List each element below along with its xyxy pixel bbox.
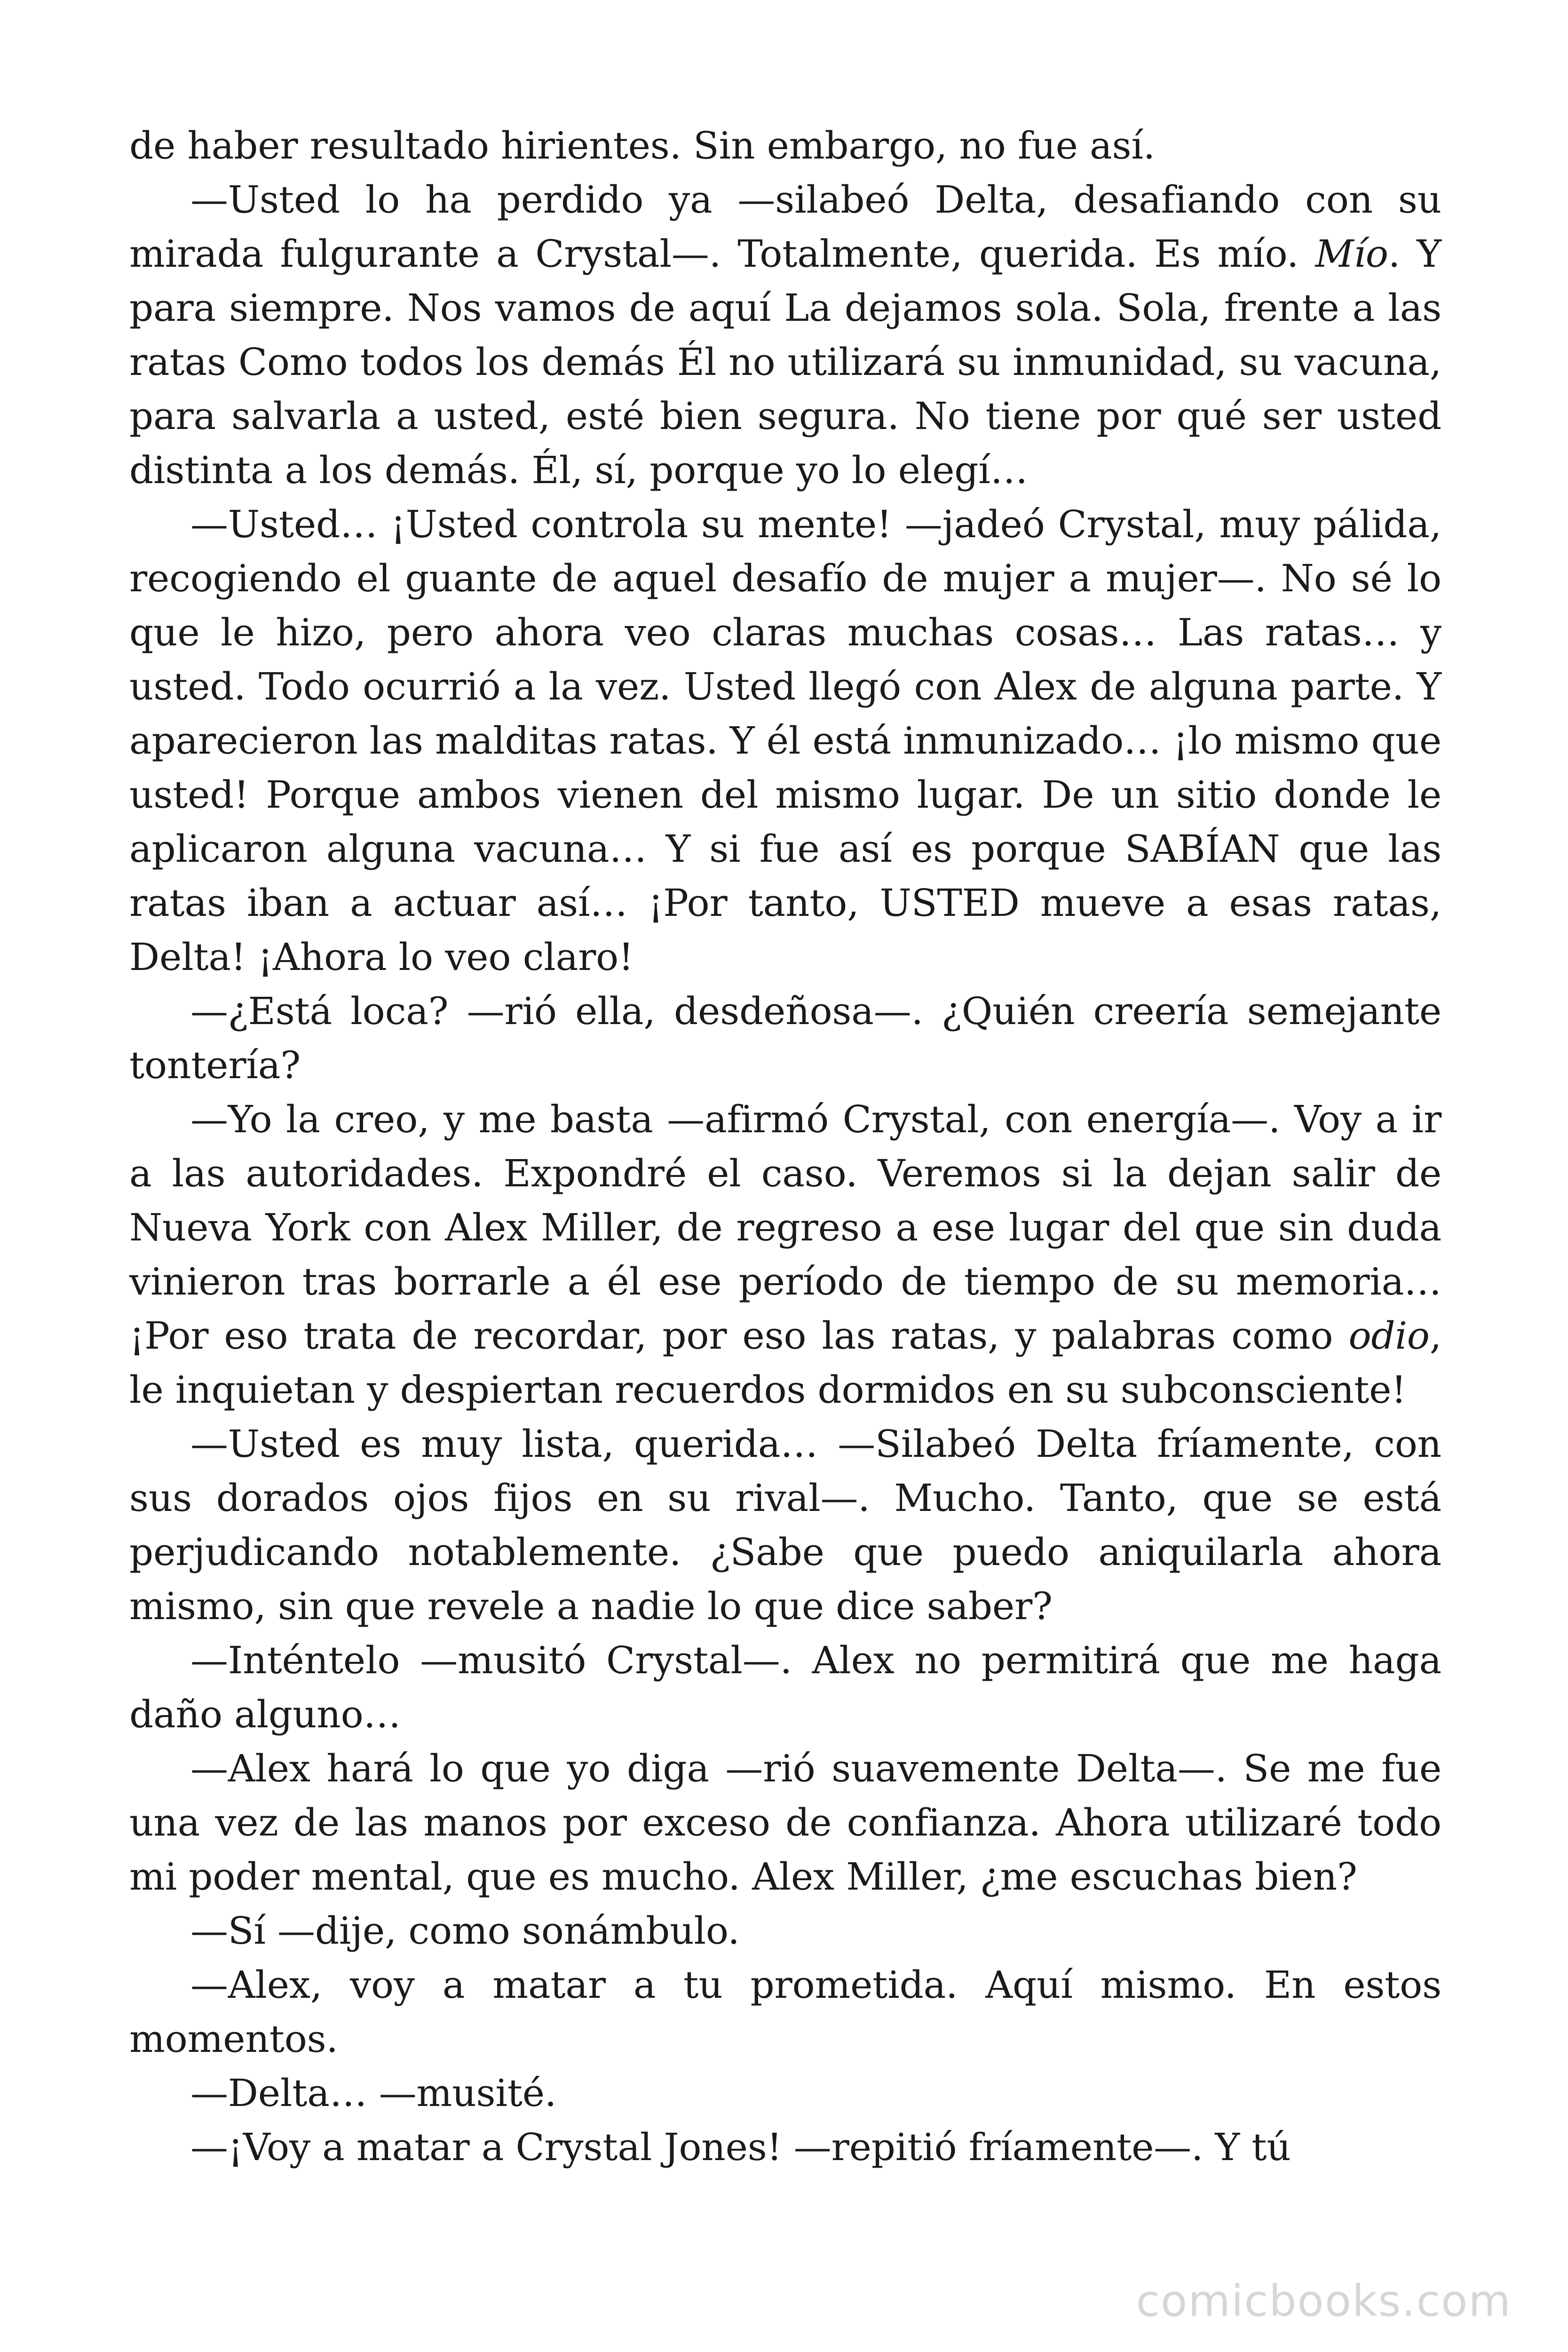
emphasis-text: Mío <box>1315 232 1388 276</box>
paragraph: —Alex, voy a matar a tu prometida. Aquí mismo. En estos momentos. <box>129 1963 1441 2061</box>
paragraph: —¿Está loca? —rió ella, desdeñosa—. ¿Quién creería semejante tontería? <box>129 989 1441 1087</box>
emphasis-text: odio <box>1348 1314 1430 1358</box>
paragraph: —Usted es muy lista, querida… —Silabeó Delta fríamente, con sus dorados ojos fijos en su rival—. Mucho. Tanto, que se está perjudicando notablemente. ¿Sabe que puedo aniquilarla ahora mismo, sin que revele a nadie lo que dice saber? <box>129 1422 1441 1628</box>
watermark-text: comicbooks.com <box>1136 2276 1512 2326</box>
paragraph: de haber resultado hirientes. Sin embargo, no fue así. <box>129 124 1155 167</box>
paragraph: —Delta… —musité. <box>190 2071 557 2115</box>
paragraph: —Usted… ¡Usted controla su mente! —jadeó Crystal, muy pálida, recogiendo el guante de aquel desafío de mujer a mujer—. No sé lo que le hizo, pero ahora veo claras muchas cosas… Las ratas… y usted. Todo ocurrió a la vez. Usted llegó con Alex de alguna parte. Y aparecieron las malditas ratas. Y él está inmunizado… ¡lo mismo que usted! Porque ambos vienen del mismo lugar. De un sitio donde le aplicaron alguna vacuna… Y si fue así es porque SABÍAN que las ratas iban a actuar así… ¡Por tanto, USTED mueve a esas ratas, Delta! ¡Ahora lo veo claro! <box>129 502 1441 979</box>
paragraph: —Yo la creo, y me basta —afirmó Crystal, con energía—. Voy a ir a las autoridades. Expondré el caso. Veremos si la dejan salir de Nueva York con Alex Miller, de regreso a ese lugar del que sin duda vinieron tras borrarle a él ese período de tiempo de su memoria… ¡Por eso trata de recordar, por eso las ratas, y palabras como odio, le inquietan y despiertan recuerdos dormidos en su subconsciente! <box>129 1097 1441 1412</box>
body-text <box>129 119 1441 2174</box>
paragraph: —Usted lo ha perdido ya —silabeó Delta, desafiando con su mirada fulgurante a Crystal—. Totalmente, querida. Es mío. Mío. Y para siempre. Nos vamos de aquí La dejamos sola. Sola, frente a las ratas Como todos los demás Él no utilizará su inmunidad, su vacuna, para salvarla a usted, esté bien segura. No tiene por qué ser usted distinta a los demás. Él, sí, porque yo lo elegí… <box>129 178 1441 492</box>
paragraph: —Inténtelo —musitó Crystal—. Alex no permitirá que me haga daño alguno… <box>129 1638 1441 1736</box>
paragraph: —Alex hará lo que yo diga —rió suavemente Delta—. Se me fue una vez de las manos por exceso de confianza. Ahora utilizaré todo mi poder mental, que es mucho. Alex Miller, ¿me escuchas bien? <box>129 1747 1441 1899</box>
paragraph: —Sí —dije, como sonámbulo. <box>190 1909 740 1953</box>
paragraph: —¡Voy a matar a Crystal Jones! —repitió fríamente—. Y tú <box>190 2125 1291 2169</box>
